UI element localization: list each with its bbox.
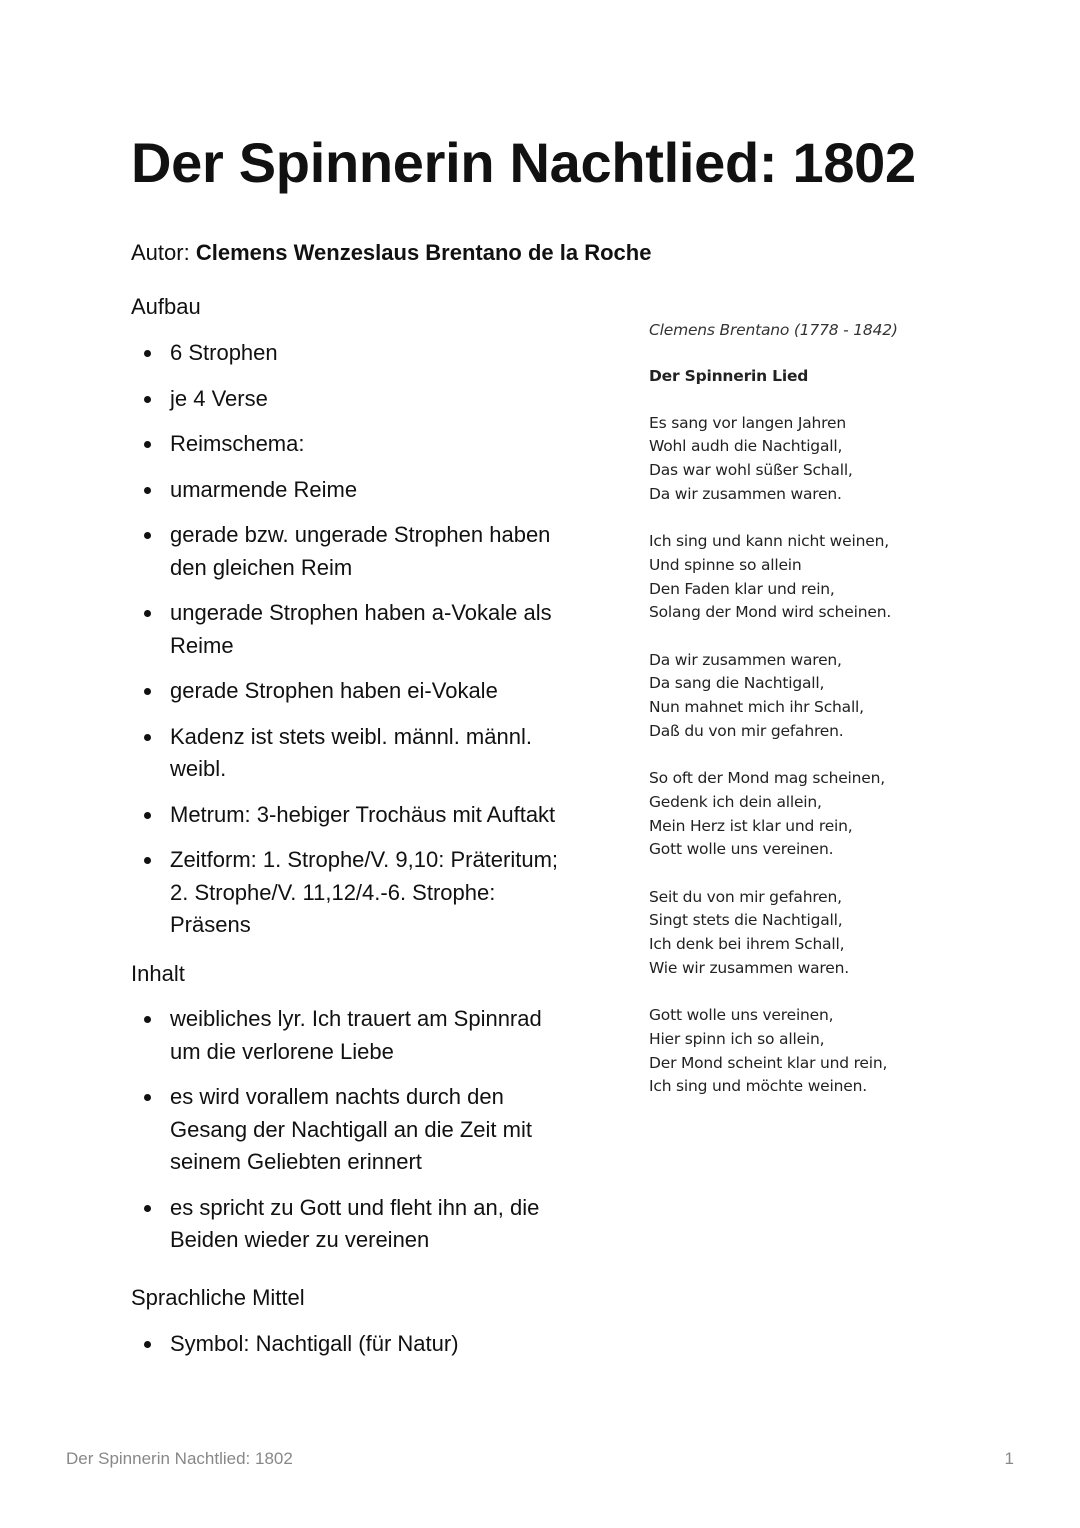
poem-line: Das war wohl süßer Schall, [649, 461, 853, 479]
sprachliche-mittel-list [131, 1328, 571, 1374]
poem-line: Wie wir zusammen waren. [649, 958, 849, 977]
poem-line: Da sang die Nachtigall, [649, 674, 825, 693]
list-item: gerade Strophen haben ei-Vokale [131, 675, 571, 708]
inhalt-list [131, 1003, 571, 1270]
section-heading-sprachliche-mittel: Sprachliche Mittel [131, 1285, 305, 1310]
list-item: gerade bzw. ungerade Strophen haben den gleichen Reim [131, 519, 571, 584]
poem-line: Singt stets die Nachtigall, [649, 911, 843, 930]
poem-stanza [649, 1004, 949, 1099]
poem-stanza [649, 649, 949, 744]
author-label: Autor: [131, 240, 190, 265]
poem-stanza [649, 412, 949, 507]
list-item: Symbol: Nachtigall (für Natur) [131, 1328, 571, 1361]
poem-line: Ich sing und möchte weinen. [649, 1077, 867, 1096]
poem-line: Gedenk ich dein allein, [649, 792, 822, 811]
list-item: umarmende Reime [131, 474, 571, 507]
poem-line: Es sang vor langen Jahren [649, 413, 846, 432]
poem-line: Ich sing und kann nicht weinen, [649, 532, 889, 550]
list-item: ungerade Strophen haben a-Vokale als Reime [131, 597, 571, 662]
list-item: Kadenz ist stets weibl. männl. männl. weibl. [131, 721, 571, 786]
poem-line: So oft der Mond mag scheinen, [649, 769, 885, 787]
footer-title: Der Spinnerin Nachtlied: 1802 [66, 1449, 293, 1468]
page-title: Der Spinnerin Nachtlied: 1802 [131, 131, 916, 194]
poem-line: Der Mond scheint klar und rein, [649, 1053, 888, 1072]
poem-line: Seit du von mir gefahren, [649, 887, 842, 906]
aufbau-list [131, 337, 571, 955]
poem-line: Da wir zusammen waren, [649, 650, 842, 669]
poem-stanza [649, 767, 949, 862]
poem-stanza [649, 886, 949, 981]
poem-line: Ich denk bei ihrem Schall, [649, 935, 845, 953]
poem-line: Da wir zusammen waren. [649, 484, 842, 503]
poem-line: Nun mahnet mich ihr Schall, [649, 698, 864, 716]
list-item: weibliches lyr. Ich trauert am Spinnrad um die verlorene Liebe [131, 1003, 571, 1068]
list-item: es wird vorallem nachts durch den Gesang der Nachtigall an die Zeit mit seinem Geliebten erinnert [131, 1081, 571, 1179]
poem-line: Wohl audh die Nachtigall, [649, 437, 843, 456]
poem-line: Den Faden klar und rein, [649, 579, 835, 598]
poem-line: Gott wolle uns vereinen, [649, 1006, 834, 1024]
poem-author-header: Clemens Brentano (1778 - 1842) [649, 321, 898, 339]
poem-title: Der Spinnerin Lied [649, 367, 809, 385]
list-item: es spricht zu Gott und fleht ihn an, die Beiden wieder zu vereinen [131, 1192, 571, 1257]
poem-line: Solang der Mond wird scheinen. [649, 603, 892, 622]
author-line [131, 238, 651, 268]
list-item: Metrum: 3-hebiger Trochäus mit Auftakt [131, 799, 571, 832]
poem-line: Mein Herz ist klar und rein, [649, 816, 853, 835]
section-heading-aufbau: Aufbau [131, 294, 201, 319]
poem-line: Und spinne so allein [649, 555, 802, 574]
section-heading-inhalt: Inhalt [131, 961, 185, 986]
author-name: Clemens Wenzeslaus Brentano de la Roche [195, 240, 652, 265]
poem-line: Hier spinn ich so allein, [649, 1029, 825, 1048]
list-item: je 4 Verse [131, 383, 571, 416]
list-item: Reimschema: [131, 428, 571, 461]
page-number: 1 [1004, 1449, 1014, 1468]
list-item: Zeitform: 1. Strophe/V. 9,10: Präteritum; 2. Strophe/V. 11,12/4.-6. Strophe: Präsens [131, 844, 571, 942]
list-item: 6 Strophen [131, 337, 571, 370]
poem-image [649, 318, 949, 1099]
poem-line: Daß du von mir gefahren. [649, 721, 844, 740]
poem-stanza [649, 530, 949, 625]
poem-line: Gott wolle uns vereinen. [649, 840, 834, 859]
